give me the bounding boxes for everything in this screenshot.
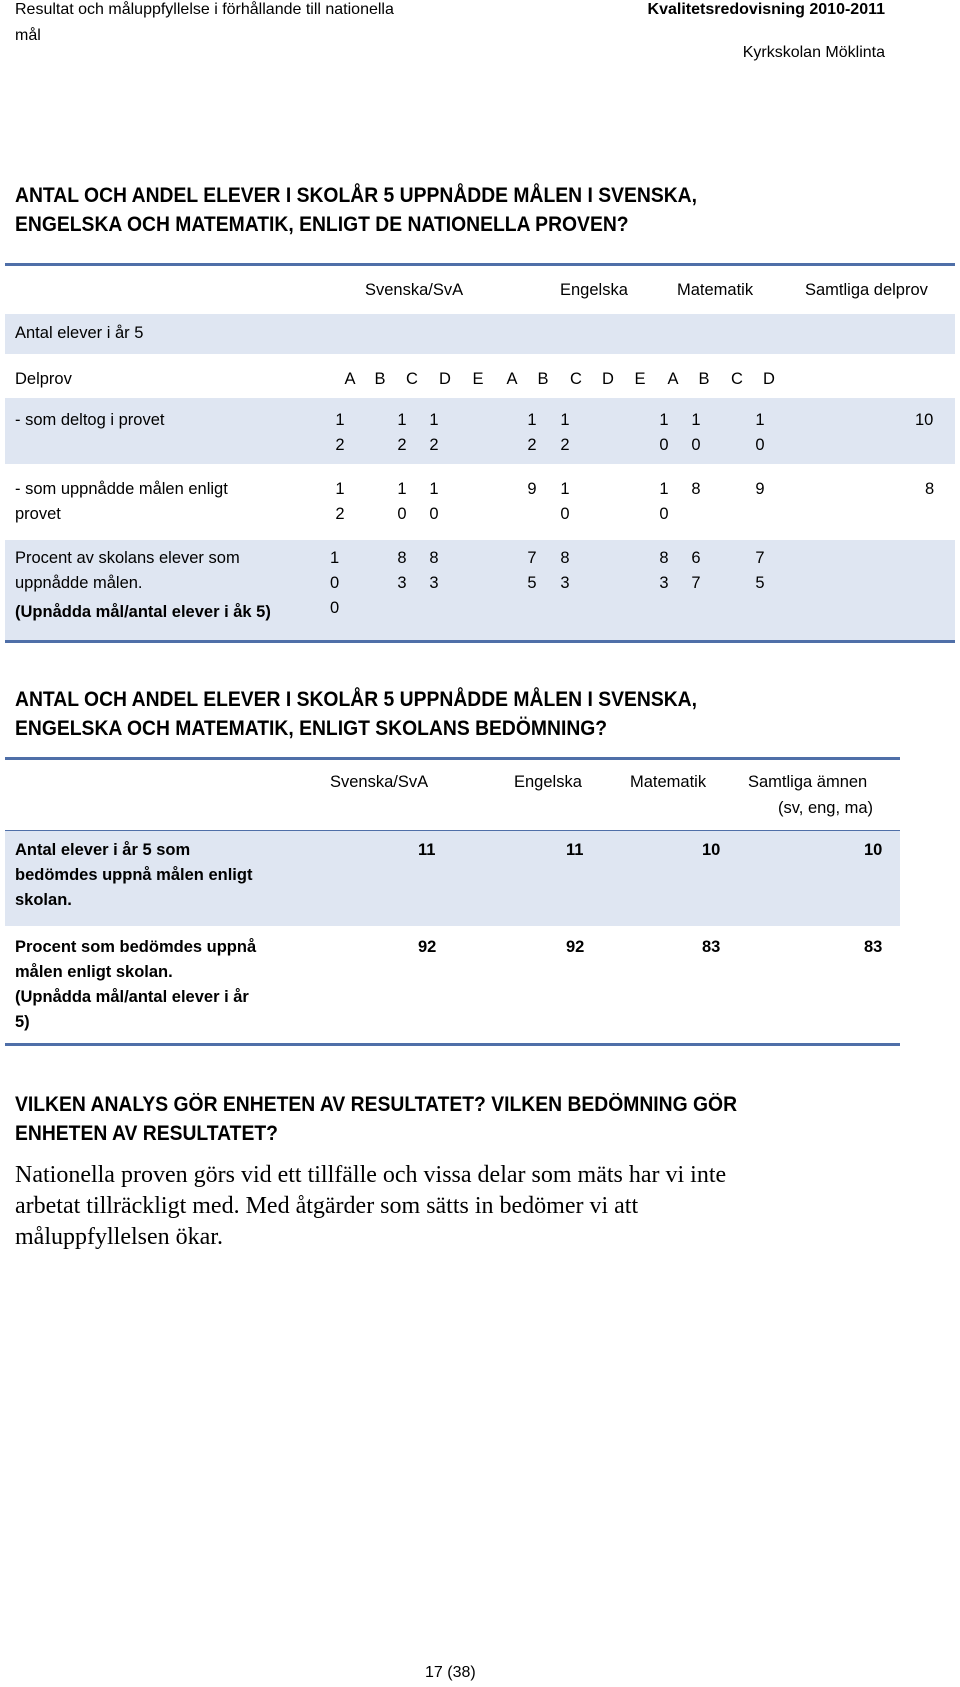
procent-values-digit: 3 [560,574,570,592]
deltog-values-cell [654,408,674,458]
uppnadde-values-digit: 1 [659,480,669,498]
uppnadde-values-digit: 0 [659,505,669,523]
deltog-values-digit: 2 [527,436,537,454]
t2-row1-samtliga: 10 [864,841,883,859]
section3-title [15,1090,737,1148]
uppnadde-values-cell [522,477,542,527]
procent-values-digit: 8 [560,549,570,567]
delprov-letter: D [602,370,614,388]
deltog-values-digit: 2 [560,436,570,454]
t2-row1-label-line2: bedömdes uppnå målen enligt [15,866,253,884]
header-right-title: Kvalitetsredovisning 2010-2011 [647,1,885,18]
t2-row1-engelska: 11 [566,841,584,859]
uppnadde-values-digit: 0 [397,505,407,523]
uppnadde-values-digit: 9 [527,480,537,498]
uppnadde-values-digit [522,502,542,527]
uppnadde-total: 8 [925,480,935,498]
analysis-text [15,1160,726,1253]
delprov-letter: A [344,370,356,388]
page-number: 17 (38) [425,1664,476,1681]
deltog-values-cell [555,408,575,458]
procent-values-digit: 7 [691,574,701,592]
uppnadde-values-digit [750,502,770,527]
table1-header-row [0,278,960,308]
deltog-values-cell [330,408,350,458]
deltog-values-digit: 0 [755,436,765,454]
row-delprov-label: Delprov [15,370,72,388]
procent-values-digit: 8 [429,549,439,567]
row-uppnadde-line1: - som uppnådde målen enligt [15,480,228,498]
deltog-total: 10 [915,411,934,429]
procent-first-digit: 0 [330,574,340,592]
uppnadde-values-cell [330,477,350,527]
t2-row2-svenska: 92 [418,938,437,956]
analysis-line3: måluppfyllelsen ökar. [15,1224,223,1250]
procent-values-digit: 3 [659,574,669,592]
row-procent-line1: Procent av skolans elever som [15,549,240,567]
table2-top-rule [5,757,900,760]
delprov-letter: D [763,370,775,388]
procent-first-digit: 1 [330,549,340,567]
delprov-letter: A [506,370,518,388]
deltog-values-digit: 1 [429,411,439,429]
t2-row2-label-line1: Procent som bedömdes uppnå [15,938,257,956]
procent-first-digit: 0 [330,599,340,617]
section3-title-line2: ENHETEN AV RESULTATET? [15,1122,278,1145]
header-right-school: Kyrkskolan Möklinta [742,44,885,61]
delprov-letter: C [570,370,582,388]
delprov-letter: C [731,370,743,388]
delprov-letter: B [374,370,386,388]
procent-values-cell [686,546,706,596]
uppnadde-values-digit: 8 [691,480,701,498]
t2-col-matematik: Matematik [630,773,707,791]
delprov-letter: D [439,370,451,388]
deltog-values-digit: 1 [335,411,345,429]
deltog-values-digit: 1 [755,411,765,429]
t2-row2-engelska: 92 [566,938,585,956]
t2-row2-samtliga: 83 [864,938,883,956]
deltog-values-digit: 0 [659,436,669,454]
row-deltog-label: - som deltog i provet [15,411,165,429]
uppnadde-values-digit: 1 [397,480,407,498]
row-procent-line3: (Upnådda mål/antal elever i åk 5) [15,603,271,621]
deltog-values-cell [392,408,412,458]
table2-header-row [0,770,960,826]
deltog-values-digit: 1 [691,411,701,429]
deltog-values-cell [750,408,770,458]
t2-row1-label-line3: skolan. [15,891,72,909]
t2-col-samtliga-sub: (sv, eng, ma) [778,799,874,817]
table1-antal-row [5,314,955,354]
t2-col-engelska: Engelska [514,773,582,791]
deltog-values-digit: 1 [560,411,570,429]
deltog-values-digit: 0 [691,436,701,454]
deltog-values-digit: 2 [429,436,439,454]
uppnadde-values-cell [686,477,706,527]
t2-row2-label-line4: 5) [15,1013,30,1031]
section3-title-line1: VILKEN ANALYS GÖR ENHETEN AV RESULTATET? VILKEN BEDÖMNING GÖR [15,1093,738,1116]
procent-values-digit: 5 [755,574,765,592]
uppnadde-values-digit: 0 [429,505,439,523]
uppnadde-values-cell [424,477,444,527]
uppnadde-values-cell [392,477,412,527]
procent-values-cell [424,546,444,596]
deltog-values [0,408,960,460]
analysis-line1: Nationella proven görs vid ett tillfälle och vissa delar som mäts har vi inte [15,1162,727,1188]
table1-bottom-rule [5,640,955,643]
deltog-values-digit: 2 [397,436,407,454]
deltog-values-digit: 1 [527,411,537,429]
deltog-values-digit: 1 [659,411,669,429]
procent-values-digit: 3 [429,574,439,592]
delprov-letter: B [537,370,549,388]
procent-values-digit: 8 [397,549,407,567]
procent-values [0,546,960,598]
row-procent-line2: uppnådde målen. [15,574,143,592]
uppnadde-values-cell [555,477,575,527]
col-svenska: Svenska/SvA [365,281,464,299]
procent-values-digit: 7 [755,549,765,567]
section1-title-line1: ANTAL OCH ANDEL ELEVER I SKOLÅR 5 UPPNÅDDE MÅLEN I SVENSKA, [15,184,697,207]
delprov-letter: C [406,370,418,388]
uppnadde-values-cell [750,477,770,527]
t2-row1-values [0,838,960,864]
uppnadde-values-digit: 0 [560,505,570,523]
col-matematik: Matematik [677,281,754,299]
deltog-values-digit: 1 [397,411,407,429]
row-uppnadde-line2: provet [15,505,61,523]
t2-row1-svenska: 11 [418,841,436,859]
procent-values-digit: 6 [691,549,701,567]
t2-col-svenska: Svenska/SvA [330,773,429,791]
delprov-letters [0,367,960,393]
deltog-values-digit: 2 [335,436,345,454]
header-left [15,0,394,49]
delprov-letter: E [634,370,646,388]
t2-row2-matematik: 83 [702,938,721,956]
delprov-letter: E [472,370,484,388]
uppnadde-values-digit: 1 [429,480,439,498]
uppnadde-values-digit [686,502,706,527]
procent-values-cell [555,546,575,596]
section2-title-line2: ENGELSKA OCH MATEMATIK, ENLIGT SKOLANS BEDÖMNING? [15,717,608,740]
uppnadde-values-digit: 1 [560,480,570,498]
section1-title [15,181,697,239]
deltog-values-cell [686,408,706,458]
procent-values-cell [522,546,542,596]
t2-row2-values [0,935,960,961]
uppnadde-values [0,477,960,529]
header-left-line2: mål [15,27,41,44]
t2-row2-label-line3: (Upnådda mål/antal elever i år [15,988,249,1006]
uppnadde-values-digit: 2 [335,505,345,523]
col-samtliga: Samtliga delprov [805,281,928,299]
procent-values-cell [750,546,770,596]
procent-values-digit: 5 [527,574,537,592]
procent-values-digit: 3 [397,574,407,592]
procent-values-digit: 7 [527,549,537,567]
section2-title-line1: ANTAL OCH ANDEL ELEVER I SKOLÅR 5 UPPNÅDDE MÅLEN I SVENSKA, [15,688,697,711]
t2-row2-label-line2: målen enligt skolan. [15,963,173,981]
table1-top-rule [5,263,955,266]
row-antal-label: Antal elever i år 5 [15,324,144,342]
analysis-line2: arbetat tillräckligt med. Med åtgärder som sätts in bedömer vi att [15,1193,639,1219]
deltog-values-cell [424,408,444,458]
delprov-letter: B [698,370,710,388]
procent-values-cell [654,546,674,596]
col-engelska: Engelska [560,281,628,299]
delprov-letter: A [667,370,679,388]
procent-values-cell [392,546,412,596]
section2-title [15,685,697,743]
t2-row1-label-line1: Antal elever i år 5 som [15,841,191,859]
uppnadde-values-cell [654,477,674,527]
procent-values-digit: 8 [659,549,669,567]
section1-title-line2: ENGELSKA OCH MATEMATIK, ENLIGT DE NATIONELLA PROVEN? [15,213,629,236]
table2-bottom-rule [5,1043,900,1046]
deltog-values-cell [522,408,542,458]
t2-col-samtliga: Samtliga ämnen [748,773,868,791]
uppnadde-values-digit: 9 [755,480,765,498]
header-left-line1: Resultat och måluppfyllelse i förhållande till nationella [15,1,394,18]
uppnadde-values-digit: 1 [335,480,345,498]
t2-row1-matematik: 10 [702,841,721,859]
